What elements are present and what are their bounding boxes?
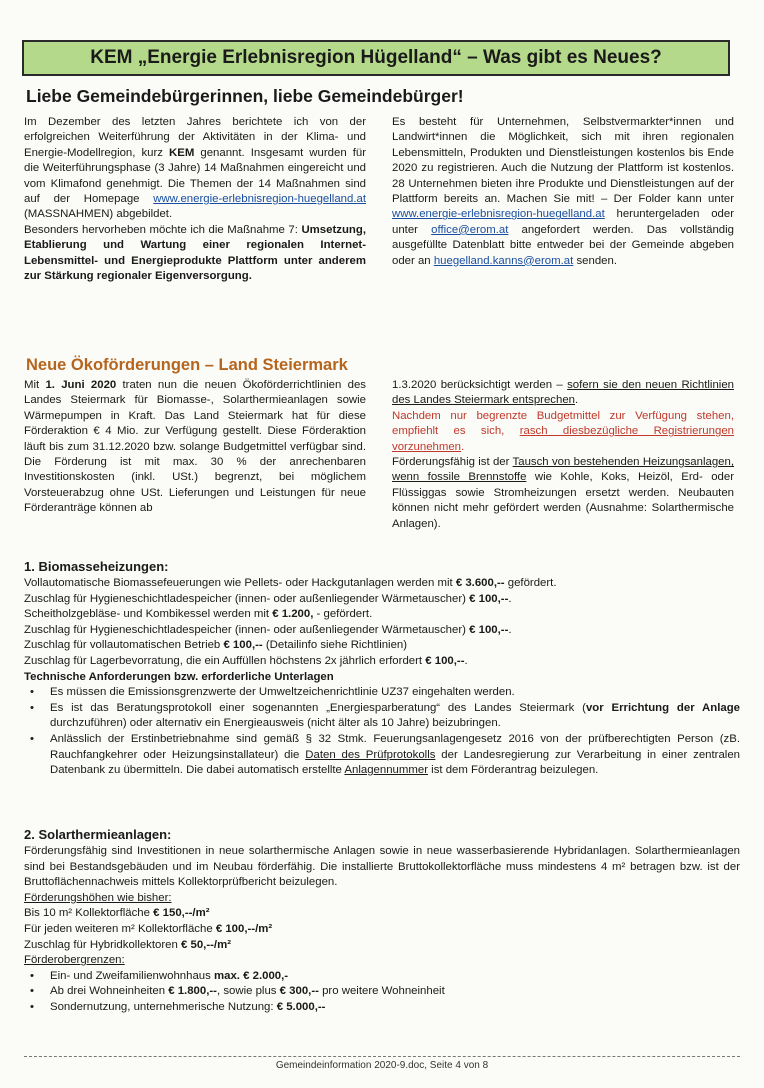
funding-left-column bbox=[24, 378, 366, 517]
solar-line bbox=[24, 922, 740, 938]
underlined-text: rasch diesbezügliche Registrierungen vorzunehmen bbox=[392, 425, 734, 453]
text: Zuschlag für Lagerbevorratung, die ein Auffüllen höchstens 2x jährlich erfordert bbox=[24, 654, 426, 667]
funding-right-column bbox=[392, 378, 734, 532]
solar-line bbox=[24, 938, 740, 954]
page-banner bbox=[22, 40, 730, 76]
amount-bold: € 100,-- bbox=[469, 592, 509, 605]
amount-bold: € 100,-- bbox=[223, 639, 263, 652]
biomass-line bbox=[24, 638, 740, 654]
bold-text: vor Errichtung der Anlage bbox=[585, 701, 740, 714]
intro-paragraph bbox=[24, 115, 366, 223]
list-item bbox=[24, 1000, 740, 1016]
text: . bbox=[508, 592, 512, 605]
text: . bbox=[464, 654, 468, 667]
amount-bold: € 100,--/m² bbox=[215, 922, 273, 935]
text: der Landesregierung zur Verarbeitung in einer zentralen Datenbank zu übermitteln. Die dabei automatisch erstellte bbox=[50, 748, 740, 777]
biomass-line bbox=[24, 592, 740, 608]
funding-paragraph bbox=[24, 378, 366, 517]
text: wie Kohle, Koks, Heizöl, Erd- oder Flüssiggas sowie Stromheizungen ersetzt werden. Neubauten können nicht mehr gefördert werden (Ausnahme: Solarthermische Anlagen). bbox=[392, 471, 734, 530]
biomass-section bbox=[24, 558, 740, 779]
text: durchzuführen) oder alternativ ein Energieausweis (nicht älter als 10 Jahre) beizubringen. bbox=[50, 717, 501, 730]
text: Anlässlich der Erstinbetriebnahme sind gemäß § 32 Stmk. Feuerungsanlagengesetz 2016 von der prüfberechtigten Person (zB. Rauchfangkehrer oder Heizungsinstallateur) die bbox=[50, 732, 740, 761]
kanns-email-link[interactable]: huegelland.kanns@erom.at bbox=[433, 254, 574, 267]
text: Scheitholzgebläse- und Kombikessel werden mit bbox=[24, 608, 273, 621]
biomass-line bbox=[24, 623, 740, 639]
solar-heading: 2. Solarthermieanlagen: bbox=[24, 827, 172, 842]
biomass-line bbox=[24, 607, 740, 623]
text: Zuschlag für Hygieneschichtladespeicher (innen- oder außenliegender Wärmetauscher) bbox=[24, 592, 470, 605]
text: senden. bbox=[573, 254, 617, 267]
text: Zuschlag für Hygieneschichtladespeicher (innen- oder außenliegender Wärmetauscher) bbox=[24, 623, 470, 636]
text: angefordert werden. Das vollständig ausgefüllte Datenblatt bitte entweder bei der Gemeinde abgeben oder an bbox=[392, 223, 734, 267]
list-item bbox=[24, 969, 740, 985]
underlined-text: Daten des Prüfprotokolls bbox=[305, 748, 436, 761]
amount-bold: max. € 2.000,- bbox=[214, 969, 289, 982]
text: gefördert. bbox=[504, 577, 557, 589]
solar-paragraph: Förderungsfähig sind Investitionen in neue solarthermische Anlagen sowie in neue wasserbasierende Hybridanlagen. Solarthermieanlagen sind bei Bestandsgebäuden und im Neubau förderfähig. Die installierte Bruttokollektorfläche muss mindestens 4 m² betragen bzw. ist der Bruttoflächennachweis mittels Kollektorprüfbericht beizulegen. bbox=[24, 845, 740, 889]
text: Für jeden weiteren m² Kollektorfläche bbox=[24, 922, 216, 935]
office-email-link[interactable]: office@erom.at bbox=[431, 223, 509, 236]
banner-title: KEM „Energie Erlebnisregion Hügelland“ – Was gibt es Neues? bbox=[90, 47, 662, 68]
greeting-heading: Liebe Gemeindebürgerinnen, liebe Gemeindebürger! bbox=[26, 86, 464, 106]
amount-bold: € 50,--/m² bbox=[181, 938, 232, 951]
text: , sowie plus bbox=[216, 985, 280, 998]
biomass-line bbox=[24, 654, 740, 670]
text: Zuschlag für Hybridkollektoren bbox=[24, 938, 182, 951]
platform-paragraph bbox=[392, 115, 734, 269]
text: . bbox=[575, 394, 579, 407]
folder-link[interactable]: www.energie-erlebnisregion-huegelland.at bbox=[392, 208, 605, 221]
budget-warning bbox=[392, 409, 734, 455]
biomass-line bbox=[24, 576, 740, 592]
text: Sondernutzung, unternehmerische Nutzung: bbox=[50, 1000, 277, 1013]
amount-bold: € 3.600,-- bbox=[455, 577, 505, 589]
funding-continuation bbox=[392, 378, 734, 409]
text: Vollautomatische Biomassefeuerungen wie Pellets- oder Hackgutanlagen werden mit bbox=[24, 577, 456, 589]
amount-bold: € 150,--/m² bbox=[153, 907, 210, 920]
requirements-list bbox=[24, 685, 740, 779]
text: genannt. Insgesamt wurden für die Weiterführungsphase (3 Jahre) 14 Maßnahmen eingereicht und vom Klimafond genehmigt. Die Themen der 14 Maßnahmen sind auf der Homepage bbox=[24, 146, 366, 206]
text: Es besteht für Unternehmen, Selbstvermarkter*innen und Landwirt*innen die Möglichkeit, sich mit ihren regionalen Lebensmitteln, Produkten und Dienstleistungen kostenlos bis Ende 2020 zu registrieren. Auch die Nutzung der Plattform ist kostenlos. 28 Unternehmen bieten ihre Produkte und Dienstleistungen auf der Plattform bereits an. Machen Sie mit! – Der Folder kann unter bbox=[392, 116, 734, 206]
list-item bbox=[24, 701, 740, 732]
text: 1.3.2020 berücksichtigt werden – bbox=[392, 379, 568, 391]
text: Im Dezember des letzten Jahres berichtete ich von der erfolgreichen Weiterführung der Aktivitäten in der Klima- und Energie-Modellregion, kurz bbox=[24, 116, 366, 159]
underlined-text: Tausch von bestehenden Heizungsanlagen, wenn fossile Brennstoffe bbox=[392, 456, 735, 484]
text: ist dem Förderantrag beizulegen. bbox=[428, 764, 599, 777]
text: heruntergeladen oder unter bbox=[392, 208, 734, 236]
funding-amounts-heading: Förderungshöhen wie bisher: bbox=[24, 891, 172, 904]
list-item bbox=[24, 685, 740, 701]
text: Mit bbox=[24, 379, 46, 391]
text: Bis 10 m² Kollektorfläche bbox=[24, 907, 154, 920]
amount-bold: € 300,-- bbox=[279, 985, 319, 998]
text: Nachdem nur begrenzte Budgetmittel zur Verfügung stehen, empfiehlt es sich, bbox=[392, 409, 734, 438]
text: Ab drei Wohneinheiten bbox=[50, 985, 169, 998]
text: Ein- und Zweifamilienwohnhaus bbox=[50, 969, 214, 982]
text: traten nun die neuen Ökoförderrichtlinien des Landes Steiermark für Biomasse-, Solarthermieanlagen sowie Wärmepumpen in Kraft. Das Land Steiermark hat für diese Förderaktion € 4 Mio. zur Verfügung gestellt. Diese Förderaktion läuft bis zum 31.12.2020 bzw. solange Budgetmittel verfügbar sind. Die Förderung ist mit max. 30 % der anrechenbaren Investitionskosten (inkl. USt.) begrenzt, bei möglichem Vorsteuerabzug ohne USt. Lieferungen und Leistungen für neue Förderanträge können ab bbox=[24, 379, 366, 515]
funding-limits-heading: Förderobergrenzen: bbox=[24, 954, 125, 967]
list-item bbox=[24, 984, 740, 1000]
list-item bbox=[24, 732, 740, 779]
text: Besonders hervorheben möchte ich die Maßnahme 7: bbox=[24, 223, 302, 236]
text: Es ist das Beratungsprotokoll einer sogenannten „Energiesparberatung“ des Landes Steiermark ( bbox=[50, 701, 586, 714]
intro-right-column bbox=[392, 115, 734, 269]
kem-bold: KEM bbox=[169, 146, 195, 159]
biomass-heading: 1. Biomasseheizungen: bbox=[24, 559, 169, 574]
date-bold: 1. Juni 2020 bbox=[45, 379, 117, 391]
homepage-link[interactable]: www.energie-erlebnisregion-huegelland.at bbox=[153, 193, 366, 206]
highlight-paragraph bbox=[24, 223, 366, 285]
text: . bbox=[508, 623, 512, 636]
underlined-text: sofern sie den neuen Richtlinien des Landes Steiermark entsprechen bbox=[392, 379, 734, 407]
underlined-text: Anlagennummer bbox=[344, 764, 428, 777]
text: Es müssen die Emissionsgrenzwerte der Umweltzeichenrichtlinie UZ37 eingehalten werden. bbox=[50, 686, 515, 699]
text: (Detailinfo siehe Richtlinien) bbox=[262, 639, 408, 652]
intro-left-column bbox=[24, 115, 366, 284]
requirements-title: Technische Anforderungen bzw. erforderliche Unterlagen bbox=[24, 670, 334, 683]
funding-limits-list bbox=[24, 969, 740, 1016]
text: (MASSNAHMEN) abgebildet. bbox=[24, 208, 173, 221]
section-heading-oekofoerderungen: Neue Ökoförderungen – Land Steiermark bbox=[26, 356, 348, 374]
text: pro weitere Wohneinheit bbox=[318, 985, 445, 998]
solar-line bbox=[24, 906, 740, 922]
page-footer bbox=[24, 1056, 740, 1071]
amount-bold: € 100,-- bbox=[425, 654, 465, 667]
text: - gefördert. bbox=[313, 608, 373, 621]
text: Zuschlag für vollautomatischen Betrieb bbox=[24, 639, 224, 652]
footer-text: Gemeindeinformation 2020-9.doc, Seite 4 von 8 bbox=[275, 1060, 489, 1071]
solar-section bbox=[24, 826, 740, 1016]
amount-bold: € 1.800,-- bbox=[168, 985, 217, 998]
text: . bbox=[461, 440, 465, 453]
amount-bold: € 5.000,-- bbox=[276, 1000, 326, 1013]
eligibility-paragraph bbox=[392, 455, 734, 532]
text: Förderungsfähig ist der bbox=[392, 456, 513, 469]
measure-7-bold: Umsetzung, Etablierung und Wartung einer regionalen Internet- Lebensmittel- und Energieprodukte Plattform unter anderem zur Stärkung regionaler Eigenversorgung. bbox=[24, 223, 366, 283]
amount-bold: € 100,-- bbox=[469, 623, 509, 636]
amount-bold: € 1.200, bbox=[272, 608, 314, 621]
requirements-heading bbox=[24, 670, 740, 686]
